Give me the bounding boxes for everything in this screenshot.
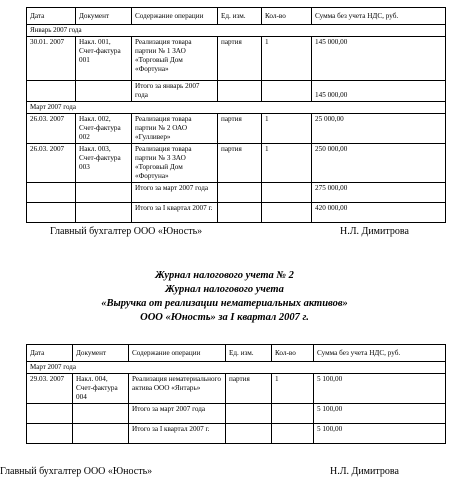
col-header: Документ: [76, 8, 132, 25]
table-row: [27, 424, 446, 444]
document-cell: Накл. 002, Счет-фактура 002: [76, 114, 132, 144]
section-row: [27, 102, 446, 114]
table-header-row: [27, 345, 446, 362]
col-header: Ед. изм.: [218, 8, 262, 25]
unit-cell: [218, 203, 262, 223]
section-label: Январь 2007 года: [27, 25, 446, 37]
table-row: [27, 404, 446, 424]
amount-cell: 5 100,00: [314, 404, 446, 424]
unit-cell: [218, 81, 262, 102]
date-cell: 26.03. 2007: [27, 114, 76, 144]
table-row: [27, 374, 446, 404]
col-header: Дата: [27, 8, 76, 25]
col-header: Кол-во: [272, 345, 314, 362]
date-cell: 29.03. 2007: [27, 374, 73, 404]
qty-cell: 1: [272, 374, 314, 404]
unit-cell: [226, 424, 272, 444]
qty-cell: 1: [262, 144, 312, 183]
table-row: [27, 183, 446, 203]
document-cell: [76, 81, 132, 102]
qty-cell: [272, 424, 314, 444]
unit-cell: [218, 183, 262, 203]
operation-cell: Итого за март 2007 года: [132, 183, 218, 203]
operation-cell: Итого за I квартал 2007 г.: [129, 424, 226, 444]
date-cell: [27, 404, 73, 424]
amount-cell: 145 000,00: [312, 81, 446, 102]
amount-cell: 420 000,00: [312, 203, 446, 223]
document-cell: [73, 404, 129, 424]
table-row: [27, 144, 446, 183]
unit-cell: [226, 404, 272, 424]
col-header: Ед. изм.: [226, 345, 272, 362]
document-cell: [73, 424, 129, 444]
operation-cell: Реализация товара партии № 3 ЗАО «Торговый Дом «Фортуна»: [132, 144, 218, 183]
col-header: Сумма без учета НДС, руб.: [314, 345, 446, 362]
journal-table-2: [26, 344, 446, 444]
journal-title-line: ООО «Юность» за I квартал 2007 г.: [140, 312, 309, 323]
document-cell: Накл. 003, Счет-фактура 003: [76, 144, 132, 183]
qty-cell: 1: [262, 114, 312, 144]
date-cell: 26.03. 2007: [27, 144, 76, 183]
amount-cell: 25 000,00: [312, 114, 446, 144]
col-header: Кол-во: [262, 8, 312, 25]
signature-accountant-title: Главный бухгалтер ООО «Юность»: [50, 226, 203, 237]
amount-cell: 275 000,00: [312, 183, 446, 203]
date-cell: [27, 183, 76, 203]
amount-cell: 250 000,00: [312, 144, 446, 183]
col-header: Сумма без учета НДС, руб.: [312, 8, 446, 25]
qty-cell: [262, 203, 312, 223]
operation-cell: Реализация товара партии № 2 ОАО «Гулливер»: [132, 114, 218, 144]
journal-title-line: «Выручка от реализации нематериальных активов»: [101, 298, 348, 309]
table-header-row: [27, 8, 446, 25]
unit-cell: партия: [218, 114, 262, 144]
section-row: [27, 362, 446, 374]
table-row: [27, 37, 446, 81]
date-cell: [27, 203, 76, 223]
journal-title-line: Журнал налогового учета № 2: [155, 270, 294, 281]
journal-table-1: [26, 7, 446, 223]
document-cell: Накл. 001, Счет-фактура 001: [76, 37, 132, 81]
col-header: Содержание операции: [129, 345, 226, 362]
document-cell: Накл. 004, Счет-фактура 004: [73, 374, 129, 404]
table-row: [27, 203, 446, 223]
signature-accountant-name: Н.Л. Димитрова: [340, 226, 409, 237]
amount-cell: 5 100,00: [314, 424, 446, 444]
unit-cell: партия: [218, 144, 262, 183]
qty-cell: [262, 81, 312, 102]
unit-cell: партия: [218, 37, 262, 81]
qty-cell: [262, 183, 312, 203]
date-cell: [27, 81, 76, 102]
section-label: Март 2007 года: [27, 102, 446, 114]
section-label: Март 2007 года: [27, 362, 446, 374]
qty-cell: 1: [262, 37, 312, 81]
signature-accountant-name: Н.Л. Димитрова: [330, 466, 399, 477]
operation-cell: Реализация товара партии № 1 ЗАО «Торговый Дом «Фортуна»: [132, 37, 218, 81]
document-cell: [76, 183, 132, 203]
journal-title-line: Журнал налогового учета: [165, 284, 284, 295]
col-header: Содержание операции: [132, 8, 218, 25]
document-cell: [76, 203, 132, 223]
col-header: Документ: [73, 345, 129, 362]
date-cell: [27, 424, 73, 444]
amount-cell: 5 100,00: [314, 374, 446, 404]
date-cell: 30.01. 2007: [27, 37, 76, 81]
table-row: [27, 81, 446, 102]
operation-cell: Итого за январь 2007 года: [132, 81, 218, 102]
table-row: [27, 114, 446, 144]
operation-cell: Реализация нематериального актива ООО «Янтарь»: [129, 374, 226, 404]
qty-cell: [272, 404, 314, 424]
col-header: Дата: [27, 345, 73, 362]
section-row: [27, 25, 446, 37]
operation-cell: Итого за март 2007 года: [129, 404, 226, 424]
signature-accountant-title: Главный бухгалтер ООО «Юность»: [0, 466, 153, 477]
unit-cell: партия: [226, 374, 272, 404]
amount-cell: 145 000,00: [312, 37, 446, 81]
operation-cell: Итого за I квартал 2007 г.: [132, 203, 218, 223]
